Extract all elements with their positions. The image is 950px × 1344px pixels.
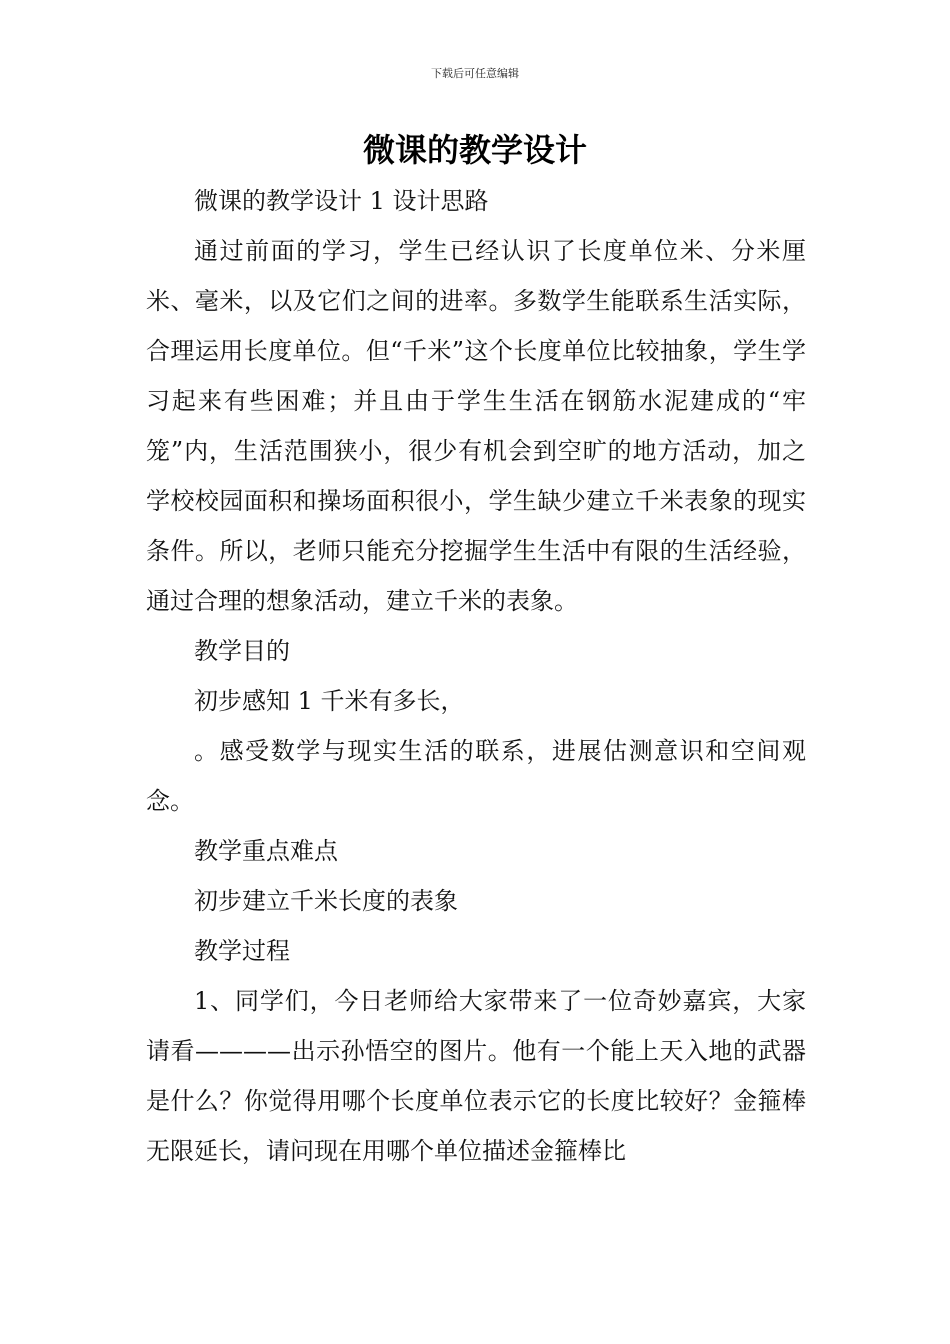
paragraph-key-points-heading: 教学重点难点 — [194, 837, 338, 865]
paragraph-goal-2: 。感受数学与现实生活的联系，进展估测意识和空间观念。 — [146, 737, 806, 815]
document-title: 微课的教学设计 — [362, 131, 587, 169]
paragraph-key-points: 初步建立千米长度的表象 — [194, 887, 458, 915]
paragraph-process-step-1: 1、同学们，今日老师给大家带来了一位奇妙嘉宾，大家请看————出示孙悟空的图片。他有一个能上天入地的武器是什么？你觉得用哪个长度单位表示它的长度比较好？金箍棒无限延长，请问现在用哪个单位描述金箍棒比 — [146, 987, 806, 1165]
paragraph-goal-1: 初步感知 1 千米有多长， — [194, 687, 465, 715]
paragraph-design-idea: 通过前面的学习，学生已经认识了长度单位米、分米厘米、毫米，以及它们之间的进率。多数学生能联系生活实际，合理运用长度单位。但“千米”这个长度单位比较抽象，学生学习起来有些困难；并且由于学生生活在钢筋水泥建成的“牢笼”内，生活范围狭小，很少有机会到空旷的地方活动，加之学校校园面积和操场面积很小，学生缺少建立千米表象的现实条件。所以，老师只能充分挖掘学生生活中有限的生活经验，通过合理的想象活动，建立千米的表象。 — [146, 237, 806, 615]
paragraph-goal-heading: 教学目的 — [194, 637, 290, 665]
paragraph-section-heading: 微课的教学设计 1 设计思路 — [194, 187, 489, 215]
header-note: 下载后可任意编辑 — [431, 67, 519, 80]
document-body — [146, 176, 806, 1176]
paragraph-process-heading: 教学过程 — [194, 937, 290, 965]
